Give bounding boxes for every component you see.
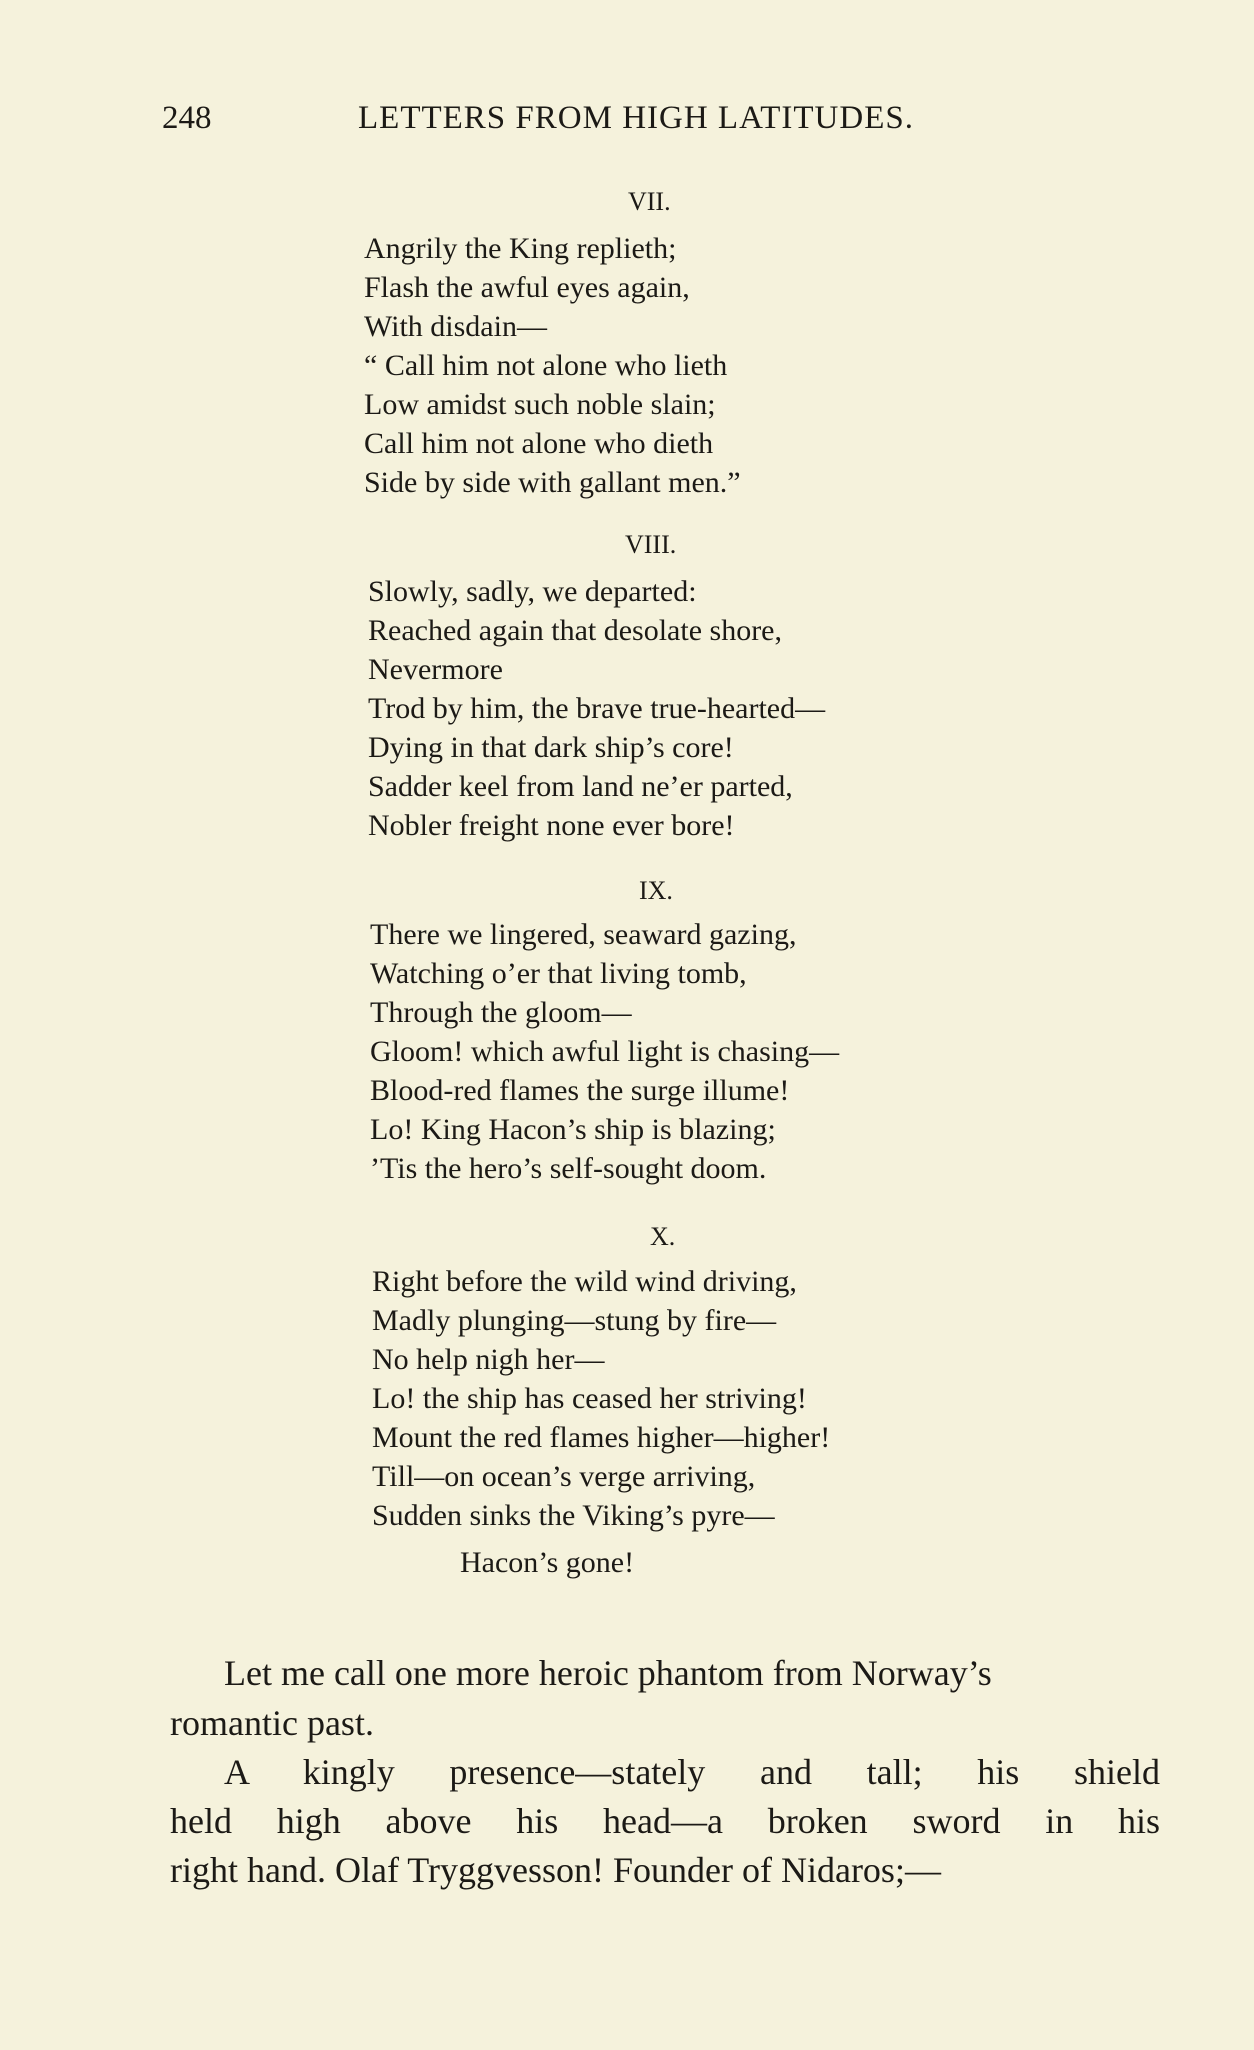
prose-line: held high above his head—a broken sword in his — [170, 1801, 1160, 1841]
page-number: 248 — [162, 100, 212, 136]
verse-line: Watching o’er that living tomb, — [370, 957, 747, 990]
stanza-numeral: VII. — [628, 187, 671, 216]
stanza-numeral: X. — [650, 1222, 676, 1251]
verse-line: Lo! the ship has ceased her striving! — [372, 1382, 807, 1415]
verse-line: Blood-red flames the surge illume! — [370, 1074, 790, 1107]
verse-line: Right before the wild wind driving, — [372, 1265, 797, 1298]
verse-line: Side by side with gallant men.” — [364, 466, 741, 499]
verse-line: With disdain— — [364, 310, 547, 343]
verse-line: Hacon’s gone! — [460, 1546, 635, 1579]
verse-line: Sudden sinks the Viking’s pyre— — [372, 1499, 775, 1532]
verse-line: Through the gloom— — [370, 996, 632, 1029]
page-header — [162, 100, 962, 140]
verse-line: Dying in that dark ship’s core! — [368, 731, 734, 764]
verse-line: Nobler freight none ever bore! — [368, 809, 735, 842]
verse-line: Reached again that desolate shore, — [368, 614, 782, 647]
verse-line: Flash the awful eyes again, — [364, 271, 690, 304]
prose-line: Let me call one more heroic phantom from Norway’s — [224, 1653, 992, 1693]
verse-line: Lo! King Hacon’s ship is blazing; — [370, 1113, 776, 1146]
verse-line: Low amidst such noble slain; — [364, 388, 716, 421]
verse-line: Nevermore — [368, 653, 503, 686]
verse-line: Call him not alone who dieth — [364, 427, 714, 460]
verse-line: There we lingered, seaward gazing, — [370, 918, 797, 951]
verse-line: Angrily the King replieth; — [364, 232, 677, 265]
verse-line: Slowly, sadly, we departed: — [368, 575, 697, 608]
verse-line: Gloom! which awful light is chasing— — [370, 1035, 840, 1068]
verse-line: Till—on ocean’s verge arriving, — [372, 1460, 756, 1493]
verse-line: Trod by him, the brave true-hearted— — [368, 692, 826, 725]
stanza-numeral: VIII. — [625, 530, 677, 559]
prose-line: romantic past. — [170, 1703, 374, 1743]
prose-line: right hand. Olaf Tryggvesson! Founder of Nidaros;— — [170, 1850, 941, 1890]
verse-line: ’Tis the hero’s self-sought doom. — [370, 1152, 767, 1185]
running-title: LETTERS FROM HIGH LATITUDES. — [358, 100, 914, 136]
verse-line: Madly plunging—stung by fire— — [372, 1304, 777, 1337]
verse-line: No help nigh her— — [372, 1343, 605, 1376]
stanza-numeral: IX. — [639, 876, 673, 905]
verse-line: Sadder keel from land ne’er parted, — [368, 770, 793, 803]
verse-line: “ Call him not alone who lieth — [364, 349, 728, 382]
verse-line: Mount the red flames higher—higher! — [372, 1421, 831, 1454]
prose-line: A kingly presence—stately and tall; his shield — [224, 1752, 1160, 1792]
